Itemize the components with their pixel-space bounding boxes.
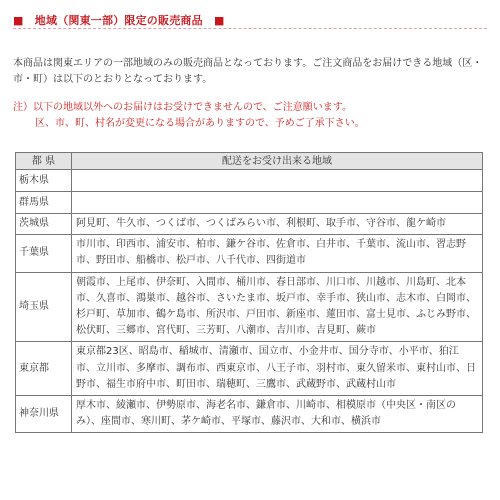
heading-divider (13, 28, 487, 29)
cities-cell (72, 192, 483, 214)
intro-text: 本商品は関東エリアの一部地域のみの販売商品となっております。ご注文商品をお届けできる地域（区・市・町）は以下のとおりとなっております。 (13, 58, 483, 85)
table-row (16, 235, 483, 272)
delivery-area-table (15, 152, 483, 433)
table-row (16, 192, 483, 214)
prefecture-cell: 茨城県 (16, 214, 72, 235)
table-row (16, 272, 483, 342)
prefecture-cell: 埼玉県 (16, 272, 72, 342)
section-heading: ■ 地域（関東一部）限定の販売商品 ■ (13, 14, 225, 27)
caution-note-line-2: 区、市、町、村名が変更になる場合がありますので、予めご了承下さい。 (35, 118, 365, 129)
table-row (16, 396, 483, 433)
table-row (16, 342, 483, 396)
cities-cell: 東京都23区、昭島市、稲城市、清瀬市、国立市、小金井市、国分寺市、小平市、狛江市、立川市、多摩市、調布市、西東京市、八王子市、羽村市、東久留米市、東村山市、日野市、福生市府中市、町田市、瑞穂町、三鷹市、武蔵野市、武蔵村山市 (72, 342, 483, 396)
cities-cell: 市川市、印西市、浦安市、柏市、鎌ケ谷市、佐倉市、白井市、千葉市、流山市、習志野市、野田市、船橋市、松戸市、八千代市、四街道市 (72, 235, 483, 272)
cities-cell (72, 170, 483, 192)
header-prefecture: 都 県 (16, 153, 72, 170)
caution-note (13, 100, 491, 132)
prefecture-cell: 栃木県 (16, 170, 72, 192)
table-row (16, 214, 483, 235)
caution-note-line-1: 注）以下の地域以外へのお届けはお受けできませんので、ご注意願います。 (13, 102, 352, 113)
prefecture-cell: 東京都 (16, 342, 72, 396)
prefecture-cell: 神奈川県 (16, 396, 72, 433)
cities-cell: 阿見町、牛久市、つくば市、つくばみらい市、利根町、取手市、守谷市、龍ケ崎市 (72, 214, 483, 235)
prefecture-cell: 千葉県 (16, 235, 72, 272)
table-header-row (16, 153, 483, 170)
cities-cell: 厚木市、綾瀬市、伊勢原市、海老名市、鎌倉市、川崎市、相模原市（中央区・南区のみ）、座間市、寒川町、茅ケ崎市、平塚市、藤沢市、大和市、横浜市 (72, 396, 483, 433)
header-delivery-areas: 配送をお受け出来る地域 (72, 153, 483, 170)
table-row (16, 170, 483, 192)
cities-cell: 朝霞市、上尾市、伊奈町、入間市、桶川市、春日部市、川口市、川越市、川島町、北本市、久喜市、鴻巣市、越谷市、さいたま市、坂戸市、幸手市、狭山市、志木市、白岡市、杉戸町、草加市、鶴ケ島市、所沢市、戸田市、新座市、蓮田市、富士見市、ふじみ野市、松伏町、三郷市、宮代町、三芳町、八潮市、吉川市、吉見町、蕨市 (72, 272, 483, 342)
prefecture-cell: 群馬県 (16, 192, 72, 214)
